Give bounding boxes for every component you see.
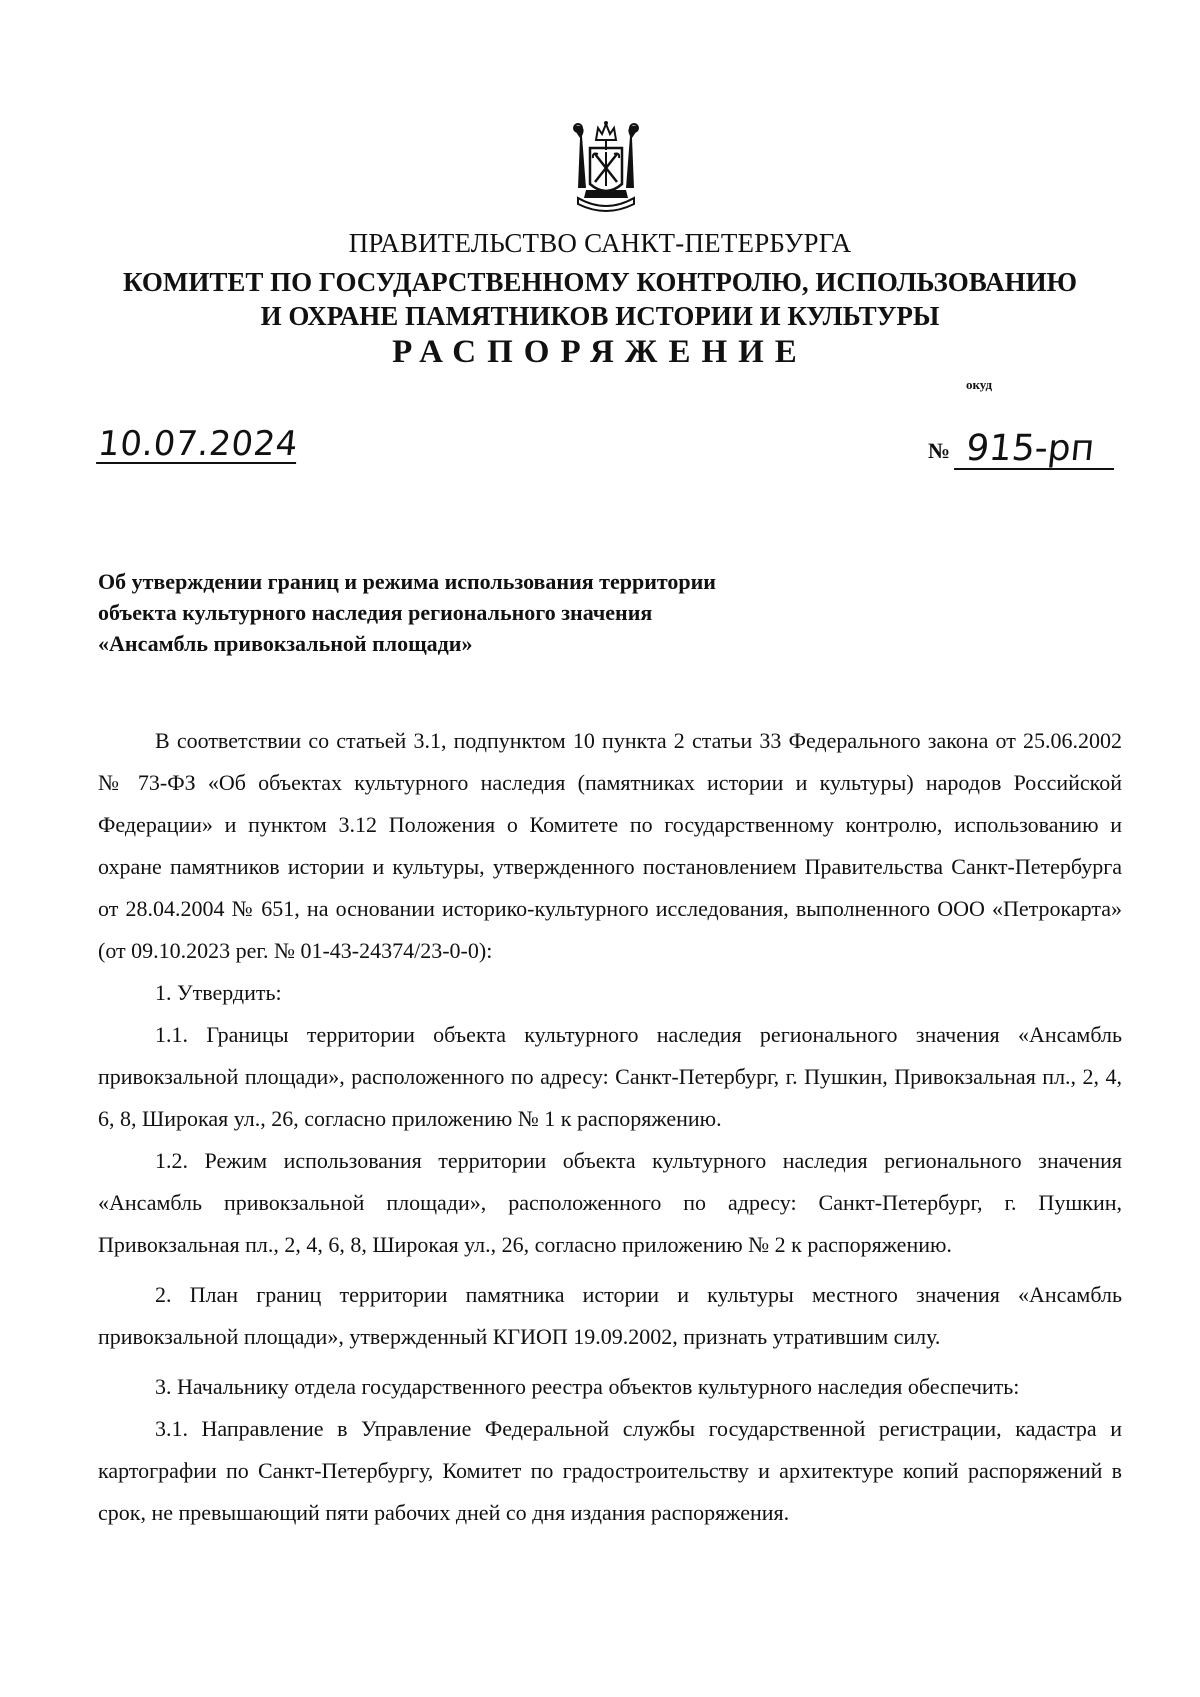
document-type: РАСПОРЯЖЕНИЕ bbox=[392, 334, 808, 370]
item-2-paragraph: 2. План границ территории памятника истории и культуры местного значения «Ансамбль привокзальной площади», утвержденный КГИОП 19.09.2002, признать утратившим силу. bbox=[98, 1282, 1122, 1349]
government-name: ПРАВИТЕЛЬСТВО САНКТ-ПЕТЕРБУРГА bbox=[348, 228, 852, 258]
committee-name-line-2: И ОХРАНЕ ПАМЯТНИКОВ ИСТОРИИ И КУЛЬТУРЫ bbox=[260, 301, 940, 331]
document-body bbox=[98, 720, 1122, 1534]
document-title-line-1: Об утверждении границ и режима использования территории bbox=[98, 569, 716, 594]
item-1-paragraph: 1. Утвердить: bbox=[155, 980, 282, 1005]
item-3-paragraph: 3. Начальнику отдела государственного реестра объектов культурного наследия обеспечить: bbox=[155, 1374, 1020, 1399]
document-title-line-3: «Ансамбль привокзальной площади» bbox=[98, 631, 473, 656]
number-sign: № bbox=[928, 438, 951, 463]
document-number bbox=[928, 430, 1116, 470]
document-title bbox=[98, 566, 858, 659]
okud-label: окуд bbox=[966, 377, 993, 392]
preamble-paragraph: В соответствии со статьей 3.1, подпунктом 10 пункта 2 статьи 33 Федерального закона от 25.06.2002 № 73-ФЗ «Об объектах культурного наследия (памятниках истории и культуры) народов Российской Федерации» и пунктом 3.12 Положения о Комитете по государственному контролю, использованию и охране памятников истории и культуры, утвержденного постановлением Правительства Санкт-Петербурга от 28.04.2004 № 651, на основании историко-культурного исследования, выполненного ООО «Петрокарта» (от 09.10.2023 рег. № 01-43-24374/23-0-0): bbox=[98, 728, 1122, 963]
item-1-1-paragraph: 1.1. Границы территории объекта культурного наследия регионального значения «Ансамбль привокзальной площади», расположенного по адресу: Санкт-Петербург, г. Пушкин, Привокзальная пл., 2, 4, 6, 8, Широкая ул., 26, согласно приложению № 1 к распоряжению. bbox=[98, 1022, 1122, 1131]
item-3-1-paragraph: 3.1. Направление в Управление Федеральной службы государственной регистрации, кадастра и картографии по Санкт-Петербургу, Комитет по градостроительству и архитектуре копий распоряжений в срок, не превышающий пяти рабочих дней со дня издания распоряжения. bbox=[98, 1416, 1122, 1525]
document-title-line-2: объекта культурного наследия регионального значения bbox=[98, 600, 653, 625]
st-petersburg-coat-of-arms-icon bbox=[568, 118, 644, 218]
document-date: 10.07.2024 bbox=[96, 424, 300, 464]
committee-name-line-1: КОМИТЕТ ПО ГОСУДАРСТВЕННОМУ КОНТРОЛЮ, ИСПОЛЬЗОВАНИЮ bbox=[123, 267, 1077, 297]
item-1-2-paragraph: 1.2. Режим использования территории объекта культурного наследия регионального значения «Ансамбль привокзальной площади», расположенного по адресу: Санкт-Петербург, г. Пушкин, Привокзальная пл., 2, 4, 6, 8, Широкая ул., 26, согласно приложению № 2 к распоряжению. bbox=[98, 1148, 1122, 1257]
committee-name bbox=[0, 265, 1200, 333]
document-number-value: 915-рп bbox=[954, 430, 1118, 470]
